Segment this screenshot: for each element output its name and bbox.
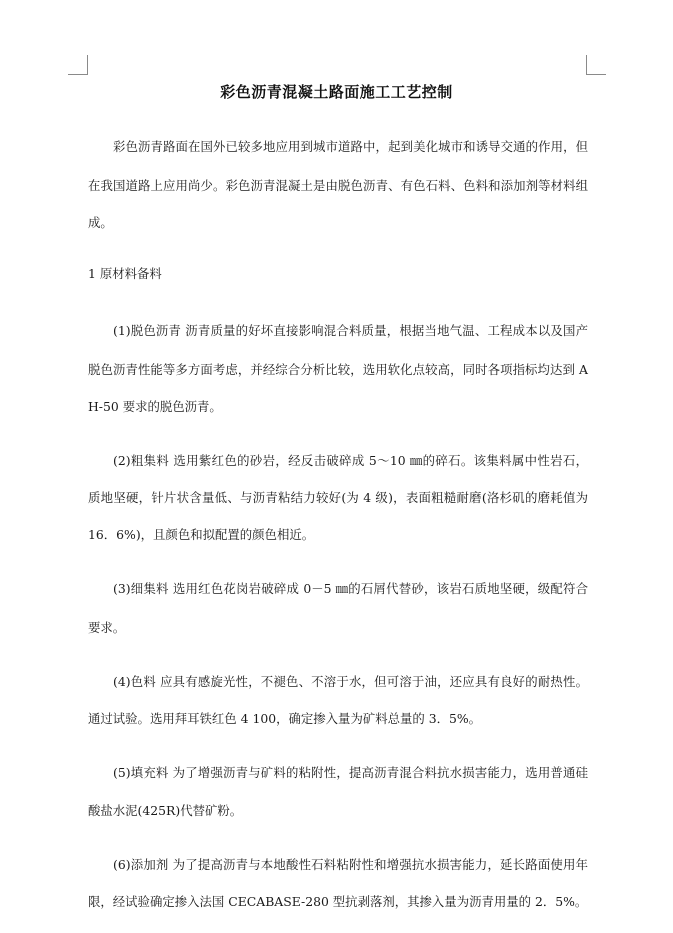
paragraph-line: H-50 要求的脱色沥青。 bbox=[88, 399, 222, 414]
crop-mark-top-right bbox=[586, 55, 587, 75]
document-title: 彩色沥青混凝土路面施工工艺控制 bbox=[220, 83, 453, 101]
crop-mark-top-left bbox=[87, 55, 88, 75]
intro-line: 成。 bbox=[88, 215, 113, 230]
paragraph-line: 质地坚硬，针片状含量低、与沥青粘结力较好(为 4 级)，表面粗糙耐磨(洛杉矶的磨耗值为 bbox=[88, 490, 588, 505]
paragraph-line: (1)脱色沥青 沥青质量的好坏直接影响混合料质量，根据当地气温、工程成本以及国产 bbox=[113, 323, 588, 338]
paragraph-line: 要求。 bbox=[88, 620, 126, 635]
paragraph-line: 通过试验。选用拜耳铁红色 4 100，确定掺入量为矿料总量的 3．5%。 bbox=[88, 711, 482, 726]
section-heading: 1 原材料备料 bbox=[88, 266, 162, 281]
paragraph-line: (4)色料 应具有感旋光性，不褪色、不溶于水，但可溶于油，还应具有良好的耐热性。 bbox=[113, 674, 588, 689]
paragraph-line: 脱色沥青性能等多方面考虑，并经综合分析比较，选用软化点较高，同时各项指标均达到 A bbox=[88, 362, 588, 377]
crop-mark-top-right bbox=[586, 74, 606, 75]
paragraph-line: (3)细集料 选用红色花岗岩破碎成 0－5 ㎜的石屑代替砂，该岩石质地坚硬，级配符合 bbox=[113, 581, 588, 596]
intro-line: 在我国道路上应用尚少。彩色沥青混凝土是由脱色沥青、有色石料、色料和添加剂等材料组 bbox=[88, 178, 588, 193]
intro-line: 彩色沥青路面在国外已较多地应用到城市道路中，起到美化城市和诱导交通的作用，但 bbox=[113, 139, 588, 154]
paragraph-line: (2)粗集料 选用紫红色的砂岩，经反击破碎成 5～10 ㎜的碎石。该集料属中性岩石， bbox=[113, 453, 588, 468]
paragraph-line: (5)填充料 为了增强沥青与矿料的粘附性，提高沥青混合料抗水损害能力，选用普通硅 bbox=[113, 765, 588, 780]
crop-mark-top-left bbox=[68, 74, 88, 75]
paragraph-line: (6)添加剂 为了提高沥青与本地酸性石料粘附性和增强抗水损害能力，延长路面使用年 bbox=[113, 857, 588, 872]
paragraph-line: 酸盐水泥(425R)代替矿粉。 bbox=[88, 803, 243, 818]
paragraph-line: 16．6%)，且颜色和拟配置的颜色相近。 bbox=[88, 527, 315, 542]
paragraph-line: 限，经试验确定掺入法国 CECABASE-280 型抗剥落剂，其掺入量为沥青用量的 2．5%。 bbox=[88, 894, 588, 909]
